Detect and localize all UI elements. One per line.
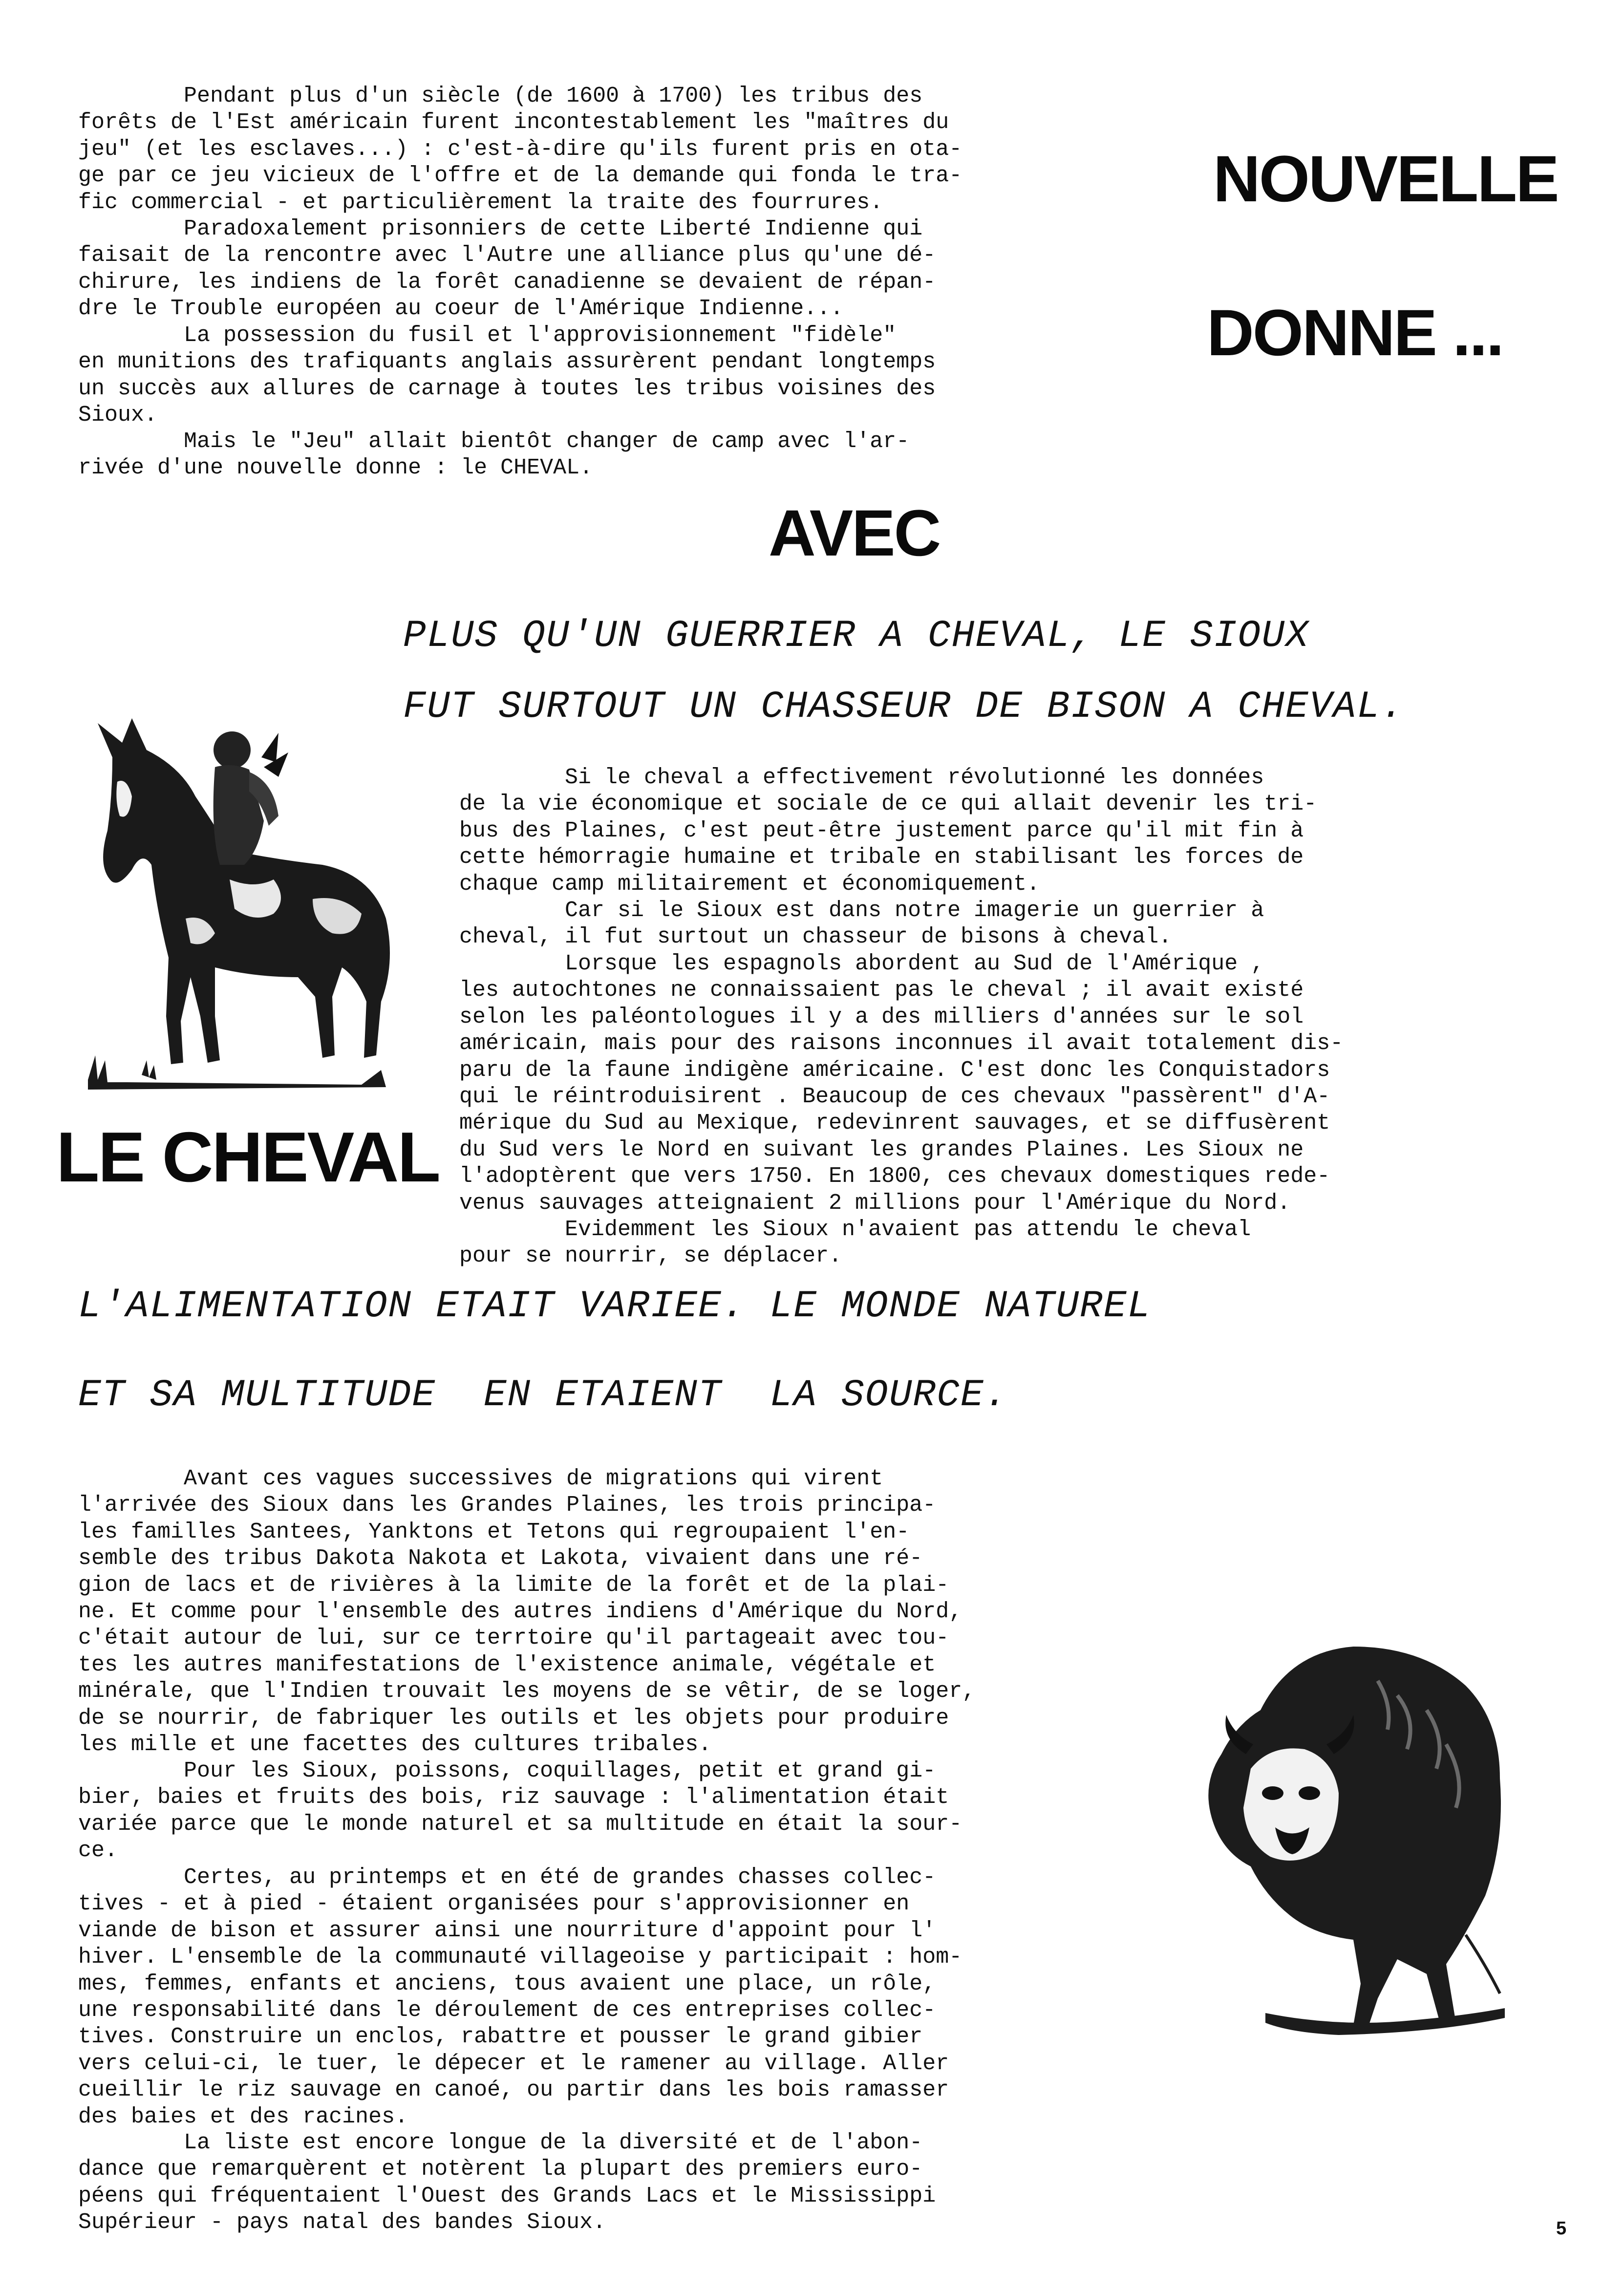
cheval-paragraph-1: Si le cheval a effectivement révolutionné les données de la vie économique et sociale de ce qui allait devenir les tri- bus des Plaines, c'est peut-être justement parce qu'il mit fin à cette hémorragie humaine et tribale en stabilisant les forces de chaque camp militairement et économiquement. <box>459 765 1317 897</box>
headline-donne: DONNE ... <box>1207 297 1503 369</box>
page-number: 5 <box>1556 2218 1567 2239</box>
alimentation-paragraph-3: Certes, au printemps et en été de grandes chasses collec- tives - et à pied - étaient organisées pour s'approvisionner en viande de bison et assurer ainsi une nourriture d'appoint pour l' hiver. L'ensemble de la communauté villageoise y participait : hom- mes, femmes, enfants et anciens, tous avaient une place, un rôle, une responsabilité dans le déroulement de ces entreprises collec- tives. Construire un enclos, rabattre et pousser le grand gibier vers celui-ci, le tuer, le dépecer et le ramener au village. Aller cueillir le riz sauvage en canoé, ou partir dans les bois ramasser des baies et des racines. <box>78 1865 962 2129</box>
alimentation-subheading-line-1: L'ALIMENTATION ETAIT VARIEE. LE MONDE NATUREL <box>78 1285 1152 1328</box>
headline-le-cheval: LE CHEVAL <box>56 1117 439 1197</box>
alimentation-paragraph-4: La liste est encore longue de la diversité et de l'abon- dance que remarquèrent et notèrent la plupart des premiers euro- péens qui fréquentaient l'Ouest des Grands Lacs et le Mississippi Supérieur - pays natal des bandes Sioux. <box>78 2130 936 2235</box>
intro-paragraph-2: Paradoxalement prisonniers de cette Liberté Indienne qui faisait de la rencontre avec l'Autre une alliance plus qu'une dé- chirure, les indiens de la forêt canadienne se devaient de répan- dre le Trouble européen au coeur de l'Amérique Indienne... <box>78 216 936 321</box>
alimentation-subheading-line-2: ET SA MULTITUDE EN ETAIENT LA SOURCE. <box>78 1374 1008 1417</box>
alimentation-paragraph-1: Avant ces vagues successives de migrations qui virent l'arrivée des Sioux dans les Grandes Plaines, les trois principa- les familles Santees, Yanktons et Tetons qui regroupaient l'en- semble des tribus Dakota Nakota et Lakota, vivaient dans une ré- gion de lacs et de rivières à la limite de la forêt et de la plai- ne. Et comme pour l'ensemble des autres indiens d'Amérique du Nord, c'était autour de lui, sur ce terrtoire qu'il partageait avec tou- tes les autres manifestations de l'existence animale, végétale et minérale, que l'Indien trouvait les moyens de se vêtir, de se loger, de se nourrir, de fabriquer les outils et les objets pour produire les mille et une facettes des cultures tribales. <box>78 1466 976 1757</box>
cheval-subheading-line-2: FUT SURTOUT UN CHASSEUR DE BISON A CHEVAL. <box>403 685 1405 728</box>
headline-nouvelle: NOUVELLE <box>1213 143 1558 215</box>
intro-paragraph-1: Pendant plus d'un siècle (de 1600 à 1700) les tribus des forêts de l'Est américain furent incontestablement les "maîtres du jeu" (et les esclaves...) : c'est-à-dire qu'ils furent pris en ota- ge par ce jeu vicieux de l'offre et de la demande qui fonda le tra- fic commercial - et particulièrement la traite des fourrures. <box>78 84 962 215</box>
cheval-paragraph-4: Evidemment les Sioux n'avaient pas attendu le cheval pour se nourrir, se déplacer. <box>459 1217 1251 1269</box>
intro-paragraph-4: Mais le "Jeu" allait bientôt changer de camp avec l'ar- rivée d'une nouvelle donne : le CHEVAL. <box>78 429 910 481</box>
cheval-paragraph-2: Car si le Sioux est dans notre imagerie un guerrier à cheval, il fut surtout un chasseur de bisons à cheval. <box>459 898 1264 950</box>
cheval-subheading-line-1: PLUS QU'UN GUERRIER A CHEVAL, LE SIOUX <box>403 615 1309 658</box>
cheval-paragraph-3: Lorsque les espagnols abordent au Sud de l'Amérique , les autochtones ne connaissaient pas le cheval ; il avait existé selon les paléontologues il y a des milliers d'années sur le sol américain, mais pour des raisons inconnues il avait totalement dis- paru de la faune indigène américaine. C'est donc les Conquistadors qui le réintroduisirent . Beaucoup de ces chevaux "passèrent" d'A- mérique du Sud au Mexique, redevinrent sauvages, et se diffusèrent du Sud vers le Nord en suivant les grandes Plaines. Les Sioux ne l'adoptèrent que vers 1750. En 1800, ces chevaux domestiques rede- venus sauvages atteignaient 2 millions pour l'Amérique du Nord. <box>459 951 1344 1216</box>
intro-paragraph-3: La possession du fusil et l'approvisionnement "fidèle" en munitions des trafiquants anglais assurèrent pendant longtemps un succès aux allures de carnage à toutes les tribus voisines des Sioux. <box>78 323 936 428</box>
horse-rider-illustration <box>68 704 406 1104</box>
headline-avec: AVEC <box>769 497 940 570</box>
bison-illustration <box>1192 1622 1515 2086</box>
alimentation-paragraph-2: Pour les Sioux, poissons, coquillages, petit et grand gi- bier, baies et fruits des bois, riz sauvage : l'alimentation était variée parce que le monde naturel et sa multitude en était la sour- ce. <box>78 1758 962 1864</box>
